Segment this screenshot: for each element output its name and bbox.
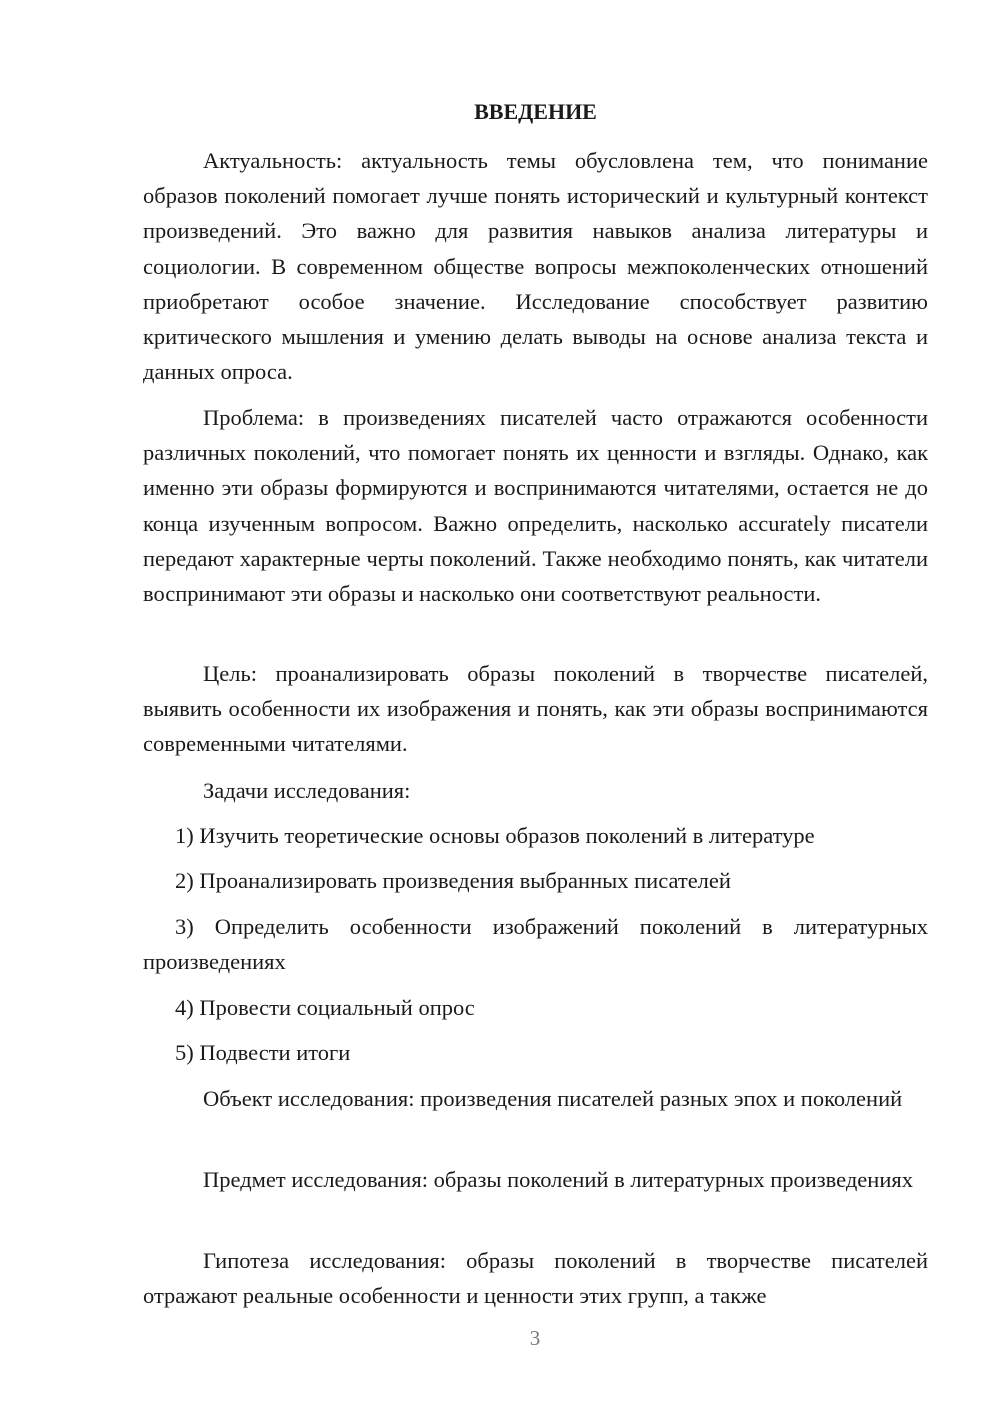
page-title: ВВЕДЕНИЕ bbox=[474, 99, 597, 124]
task-item: 3) Определить особенности изображений поколений в литературных произведениях bbox=[143, 914, 928, 975]
page-number: 3 bbox=[529, 1326, 541, 1350]
subject-paragraph: Предмет исследования: образы поколений в литературных произведениях bbox=[203, 1167, 913, 1192]
task-item: 5) Подвести итоги bbox=[175, 1040, 351, 1065]
relevance-paragraph: Актуальность: актуальность темы обусловлена тем, что понимание образов поколений помогает лучше понять исторический и культурный контекст произведений. Это важно для развития навыков анализа литературы и социологии. В современном обществе вопросы межпоколенческих отношений приобретают особое значение. Исследование способствует развитию критического мышления и умению делать выводы на основе анализа текста и данных опроса. bbox=[143, 148, 928, 385]
tasks-heading: Задачи исследования: bbox=[203, 778, 411, 803]
task-item: 1) Изучить теоретические основы образов поколений в литературе bbox=[175, 823, 815, 848]
task-item: 4) Провести социальный опрос bbox=[175, 995, 475, 1020]
goal-paragraph: Цель: проанализировать образы поколений в творчестве писателей, выявить особенности их изображения и понять, как эти образы воспринимаются современными читателями. bbox=[143, 661, 928, 757]
object-paragraph: Объект исследования: произведения писателей разных эпох и поколений bbox=[203, 1086, 903, 1111]
problem-paragraph: Проблема: в произведениях писателей часто отражаются особенности различных поколений, что помогает понять их ценности и взгляды. Однако, как именно эти образы формируются и воспринимаются читателями, остается не до конца изученным вопросом. Важно определить, насколько accurately писатели передают характерные черты поколений. Также необходимо понять, как читатели воспринимают эти образы и насколько они соответствуют реальности. bbox=[143, 405, 928, 607]
task-item: 2) Проанализировать произведения выбранных писателей bbox=[175, 868, 731, 893]
hypothesis-paragraph: Гипотеза исследования: образы поколений в творчестве писателей отражают реальные особенности и ценности этих групп, а также bbox=[143, 1248, 928, 1309]
